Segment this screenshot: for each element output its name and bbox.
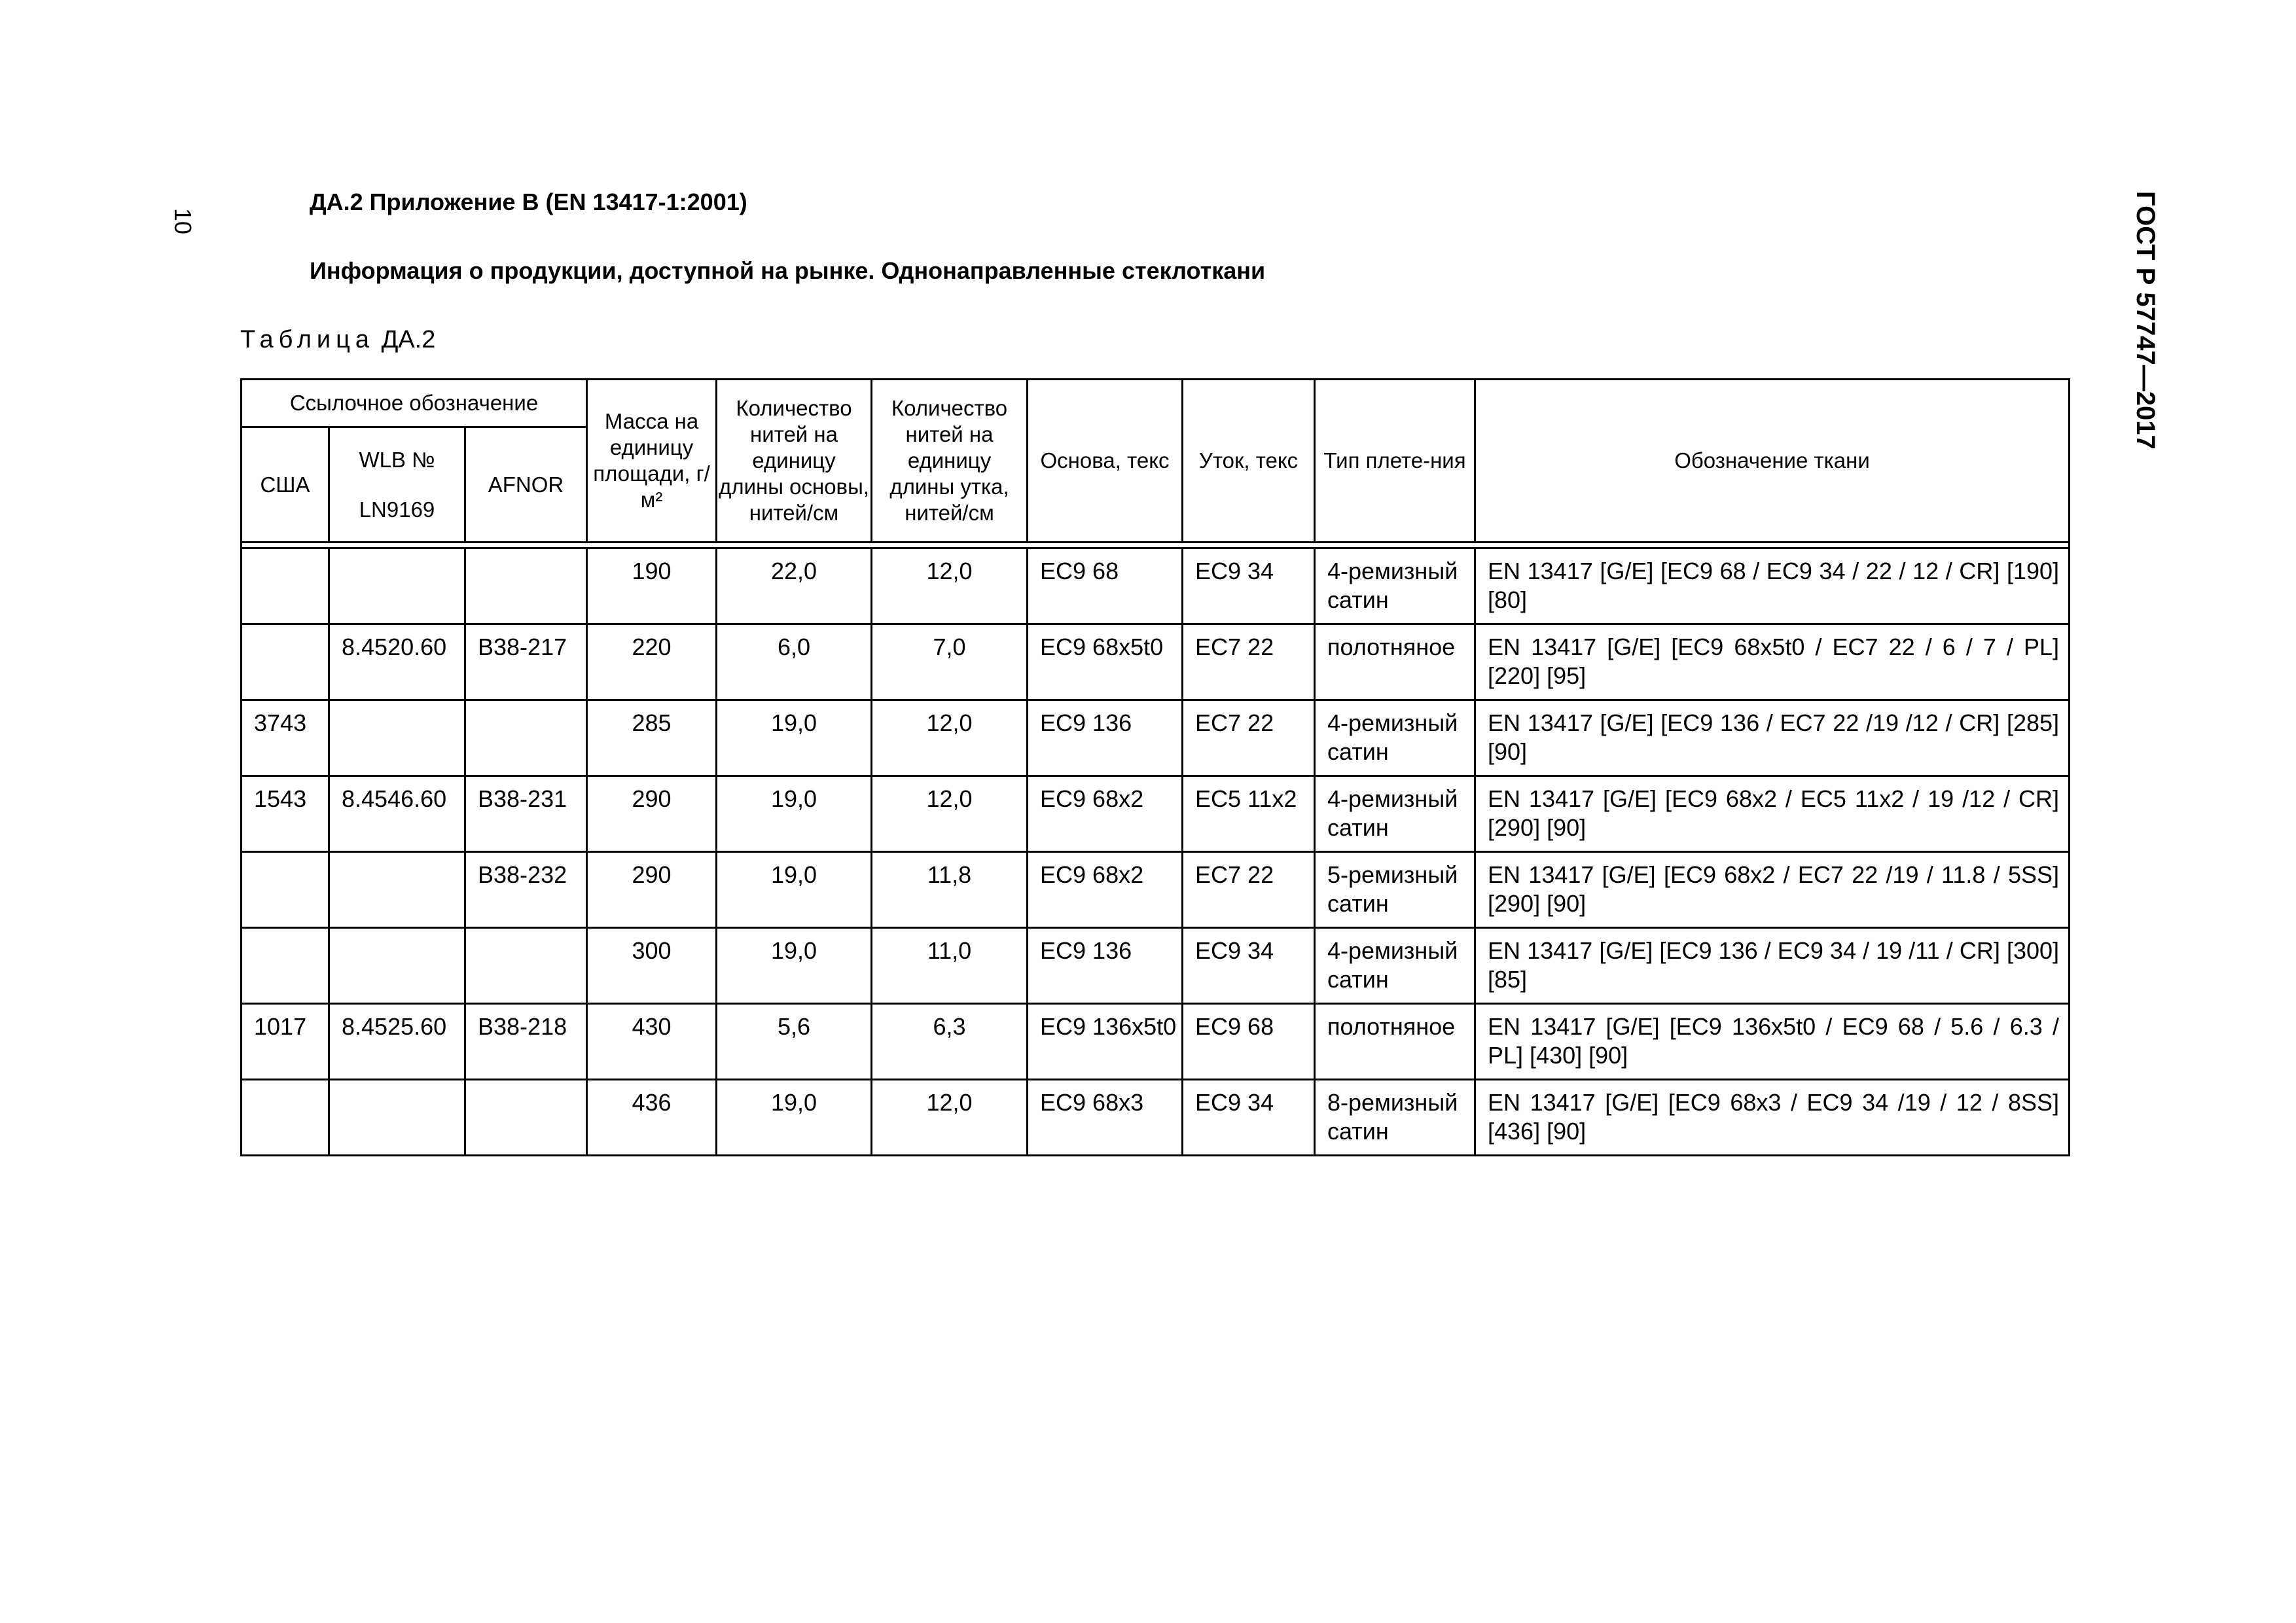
cell-weft-count: 7,0: [872, 624, 1028, 700]
cell-weave: полотняное: [1315, 1004, 1475, 1080]
cell-weft-count: 12,0: [872, 700, 1028, 776]
header-weft-threads: Количество нитей на единицу длины утка, нитей/см: [872, 380, 1028, 543]
cell-usa: [242, 852, 329, 928]
cell-mass: 190: [587, 548, 717, 624]
cell-usa: 1017: [242, 1004, 329, 1080]
cell-mass: 436: [587, 1080, 717, 1156]
cell-mass: 290: [587, 852, 717, 928]
cell-designation: EN 13417 [G/E] [EC9 136x5t0 / EC9 68 / 5.6 / 6.3 / PL] [430] [90]: [1475, 1004, 2070, 1080]
cell-afnor: [465, 700, 587, 776]
header-weave: Тип плете-ния: [1315, 380, 1475, 543]
table-row: [242, 776, 2070, 852]
cell-weft-count: 11,8: [872, 852, 1028, 928]
header-wlb-line1: WLB №: [359, 447, 435, 472]
cell-warp-count: 19,0: [717, 852, 872, 928]
cell-warp-count: 5,6: [717, 1004, 872, 1080]
cell-warp: EC9 68: [1028, 548, 1183, 624]
cell-afnor: B38-217: [465, 624, 587, 700]
cell-weave: 8-ремизный сатин: [1315, 1080, 1475, 1156]
cell-weave: 4-ремизный сатин: [1315, 548, 1475, 624]
cell-usa: [242, 624, 329, 700]
cell-designation: EN 13417 [G/E] [EC9 68 / EC9 34 / 22 / 12 / CR] [190] [80]: [1475, 548, 2070, 624]
cell-weft: EC7 22: [1183, 624, 1315, 700]
data-table: [240, 378, 2070, 1156]
cell-afnor: B38-231: [465, 776, 587, 852]
table-caption-word: Таблица: [240, 326, 374, 353]
cell-weft-count: 12,0: [872, 776, 1028, 852]
cell-warp-count: 19,0: [717, 1080, 872, 1156]
annex-title: ДА.2 Приложение В (EN 13417-1:2001): [310, 188, 747, 215]
table-row: [242, 700, 2070, 776]
cell-warp: EC9 68x5t0: [1028, 624, 1183, 700]
cell-usa: [242, 928, 329, 1004]
cell-usa: [242, 548, 329, 624]
cell-mass: 300: [587, 928, 717, 1004]
cell-designation: EN 13417 [G/E] [EC9 68x5t0 / EC7 22 / 6 / 7 / PL] [220] [95]: [1475, 624, 2070, 700]
page-number: 10: [170, 208, 196, 235]
header-wlb-line2: LN9169: [359, 497, 435, 522]
cell-warp: EC9 68x2: [1028, 776, 1183, 852]
cell-mass: 285: [587, 700, 717, 776]
cell-weft: EC9 34: [1183, 548, 1315, 624]
header-wlb: [329, 427, 465, 543]
cell-afnor: B38-232: [465, 852, 587, 928]
cell-afnor: B38-218: [465, 1004, 587, 1080]
cell-wlb: [329, 700, 465, 776]
cell-mass: 290: [587, 776, 717, 852]
table-caption-id: ДА.2: [381, 326, 436, 353]
cell-weft-count: 12,0: [872, 548, 1028, 624]
cell-weft-count: 12,0: [872, 1080, 1028, 1156]
cell-designation: EN 13417 [G/E] [EC9 68x3 / EC9 34 /19 / 12 / 8SS] [436] [90]: [1475, 1080, 2070, 1156]
cell-designation: EN 13417 [G/E] [EC9 136 / EC9 34 / 19 /11 / CR] [300] [85]: [1475, 928, 2070, 1004]
table-row: [242, 1004, 2070, 1080]
table-row: [242, 928, 2070, 1004]
cell-weft: EC9 68: [1183, 1004, 1315, 1080]
cell-weft: EC7 22: [1183, 852, 1315, 928]
cell-weft-count: 6,3: [872, 1004, 1028, 1080]
header-reference-group: Ссылочное обозначение: [242, 380, 587, 427]
cell-warp-count: 19,0: [717, 700, 872, 776]
cell-weave: полотняное: [1315, 624, 1475, 700]
table-caption: [240, 326, 435, 354]
header-weft: Уток, текс: [1183, 380, 1315, 543]
header-designation: Обозначение ткани: [1475, 380, 2070, 543]
cell-usa: [242, 1080, 329, 1156]
cell-weft: EC7 22: [1183, 700, 1315, 776]
cell-usa: 3743: [242, 700, 329, 776]
table-row: [242, 852, 2070, 928]
cell-mass: 430: [587, 1004, 717, 1080]
cell-warp: EC9 136x5t0: [1028, 1004, 1183, 1080]
cell-wlb: [329, 928, 465, 1004]
cell-designation: EN 13417 [G/E] [EC9 68x2 / EC7 22 /19 / 11.8 / 5SS] [290] [90]: [1475, 852, 2070, 928]
cell-afnor: [465, 548, 587, 624]
annex-subtitle: Информация о продукции, доступной на рынке. Однонаправленные стеклоткани: [310, 257, 1266, 284]
header-afnor: AFNOR: [465, 427, 587, 543]
cell-weave: 5-ремизный сатин: [1315, 852, 1475, 928]
header-warp-threads: Количество нитей на единицу длины основы, нитей/см: [717, 380, 872, 543]
cell-weft: EC9 34: [1183, 928, 1315, 1004]
cell-warp: EC9 136: [1028, 928, 1183, 1004]
cell-weft-count: 11,0: [872, 928, 1028, 1004]
standard-code: ГОСТ Р 57747—2017: [2131, 191, 2160, 450]
cell-afnor: [465, 928, 587, 1004]
cell-warp: EC9 136: [1028, 700, 1183, 776]
cell-afnor: [465, 1080, 587, 1156]
cell-designation: EN 13417 [G/E] [EC9 68x2 / EC5 11x2 / 19 /12 / CR] [290] [90]: [1475, 776, 2070, 852]
cell-weave: 4-ремизный сатин: [1315, 776, 1475, 852]
header-separator: [242, 543, 2070, 548]
cell-warp-count: 19,0: [717, 776, 872, 852]
header-warp: Основа, текс: [1028, 380, 1183, 543]
cell-usa: 1543: [242, 776, 329, 852]
cell-warp: EC9 68x2: [1028, 852, 1183, 928]
header-mass: Масса на единицу площади, г/м²: [587, 380, 717, 543]
cell-warp-count: 19,0: [717, 928, 872, 1004]
header-usa: США: [242, 427, 329, 543]
cell-wlb: [329, 1080, 465, 1156]
cell-mass: 220: [587, 624, 717, 700]
cell-weave: 4-ремизный сатин: [1315, 928, 1475, 1004]
cell-designation: EN 13417 [G/E] [EC9 136 / EC7 22 /19 /12 / CR] [285] [90]: [1475, 700, 2070, 776]
cell-wlb: [329, 548, 465, 624]
table-row: [242, 1080, 2070, 1156]
cell-wlb: [329, 852, 465, 928]
table-row: [242, 548, 2070, 624]
cell-weft: EC9 34: [1183, 1080, 1315, 1156]
cell-wlb: 8.4520.60: [329, 624, 465, 700]
cell-warp: EC9 68x3: [1028, 1080, 1183, 1156]
cell-weft: EC5 11x2: [1183, 776, 1315, 852]
table-row: [242, 624, 2070, 700]
cell-weave: 4-ремизный сатин: [1315, 700, 1475, 776]
cell-wlb: 8.4525.60: [329, 1004, 465, 1080]
cell-wlb: 8.4546.60: [329, 776, 465, 852]
table-body: [242, 548, 2070, 1156]
cell-warp-count: 6,0: [717, 624, 872, 700]
cell-warp-count: 22,0: [717, 548, 872, 624]
